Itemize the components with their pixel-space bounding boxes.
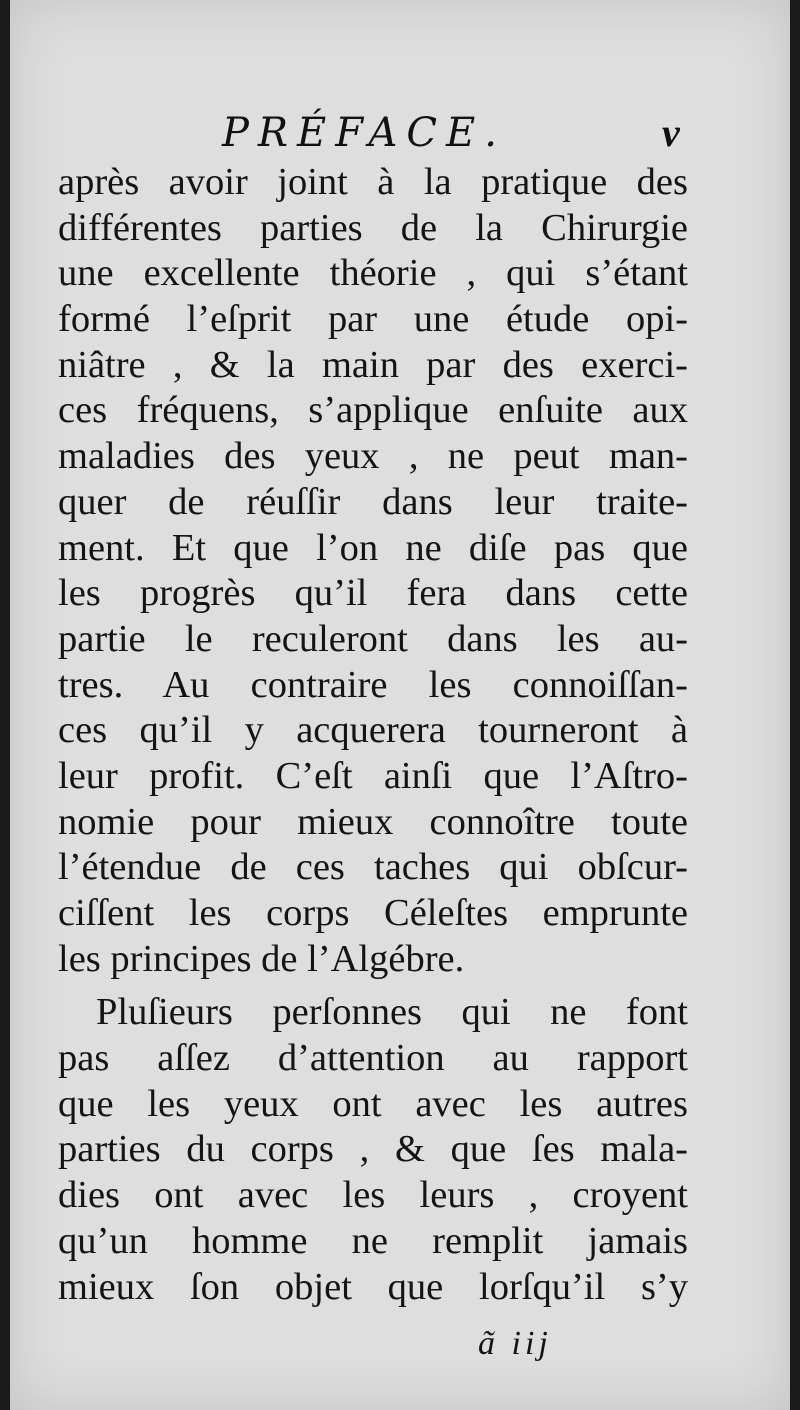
- text-line: niâtre , & la main par des exerci-: [58, 343, 688, 386]
- text-line: Pluſieurs perſonnes qui ne font: [96, 991, 688, 1034]
- text-line: tres. Au contraire les connoiſſan-: [58, 663, 688, 706]
- running-head: PRÉFACE.: [222, 110, 506, 156]
- text-line: parties du corps , & que ſes mala-: [58, 1128, 688, 1171]
- text-line: ment. Et que l’on ne diſe pas que: [58, 526, 688, 569]
- text-line: l’étendue de ces taches qui obſcur-: [58, 846, 688, 889]
- text-line: que les yeux ont avec les autres: [58, 1082, 688, 1125]
- body-text: [58, 160, 688, 1310]
- text-line: ciſſent les corps Céleſtes emprunte: [58, 892, 688, 934]
- text-line: les principes de l’Algébre.: [58, 937, 465, 980]
- text-line: partie le reculeront dans les au-: [58, 617, 688, 660]
- text-line: pas aſſez d’attention au rapport: [58, 1037, 688, 1080]
- text-line: nomie pour mieux connoître toute: [58, 800, 688, 843]
- text-line: mieux ſon objet que lorſqu’il s’y: [58, 1265, 688, 1308]
- text-line: une excellente théorie , qui s’étant: [58, 252, 688, 295]
- text-line: ces fréquens, s’applique enſuite aux: [58, 389, 688, 432]
- book-page: [10, 0, 790, 1410]
- text-line: différentes parties de la Chirurgie: [58, 206, 688, 249]
- text-line: qu’un homme ne remplit jamais: [58, 1219, 688, 1262]
- page-header: [10, 108, 790, 168]
- text-line: les progrès qu’il fera dans cette: [58, 572, 688, 615]
- signature-mark: ã iij: [478, 1325, 552, 1362]
- page-number: v: [662, 110, 680, 155]
- text-line: dies ont avec les leurs , croyent: [58, 1174, 688, 1217]
- text-line: ces qu’il y acquerera tourneront à: [58, 709, 688, 752]
- text-line: leur profit. C’eſt ainſi que l’Aſtro-: [58, 754, 688, 797]
- paragraph-2: [58, 990, 688, 1310]
- text-line: maladies des yeux , ne peut man-: [58, 435, 688, 478]
- text-line: formé l’eſprit par une étude opi-: [58, 298, 688, 341]
- text-line: quer de réuſſir dans leur traite-: [58, 480, 688, 523]
- text-line: après avoir joint à la pratique des: [58, 161, 688, 203]
- paragraph-gap: [58, 982, 688, 990]
- paragraph-1: [58, 160, 688, 982]
